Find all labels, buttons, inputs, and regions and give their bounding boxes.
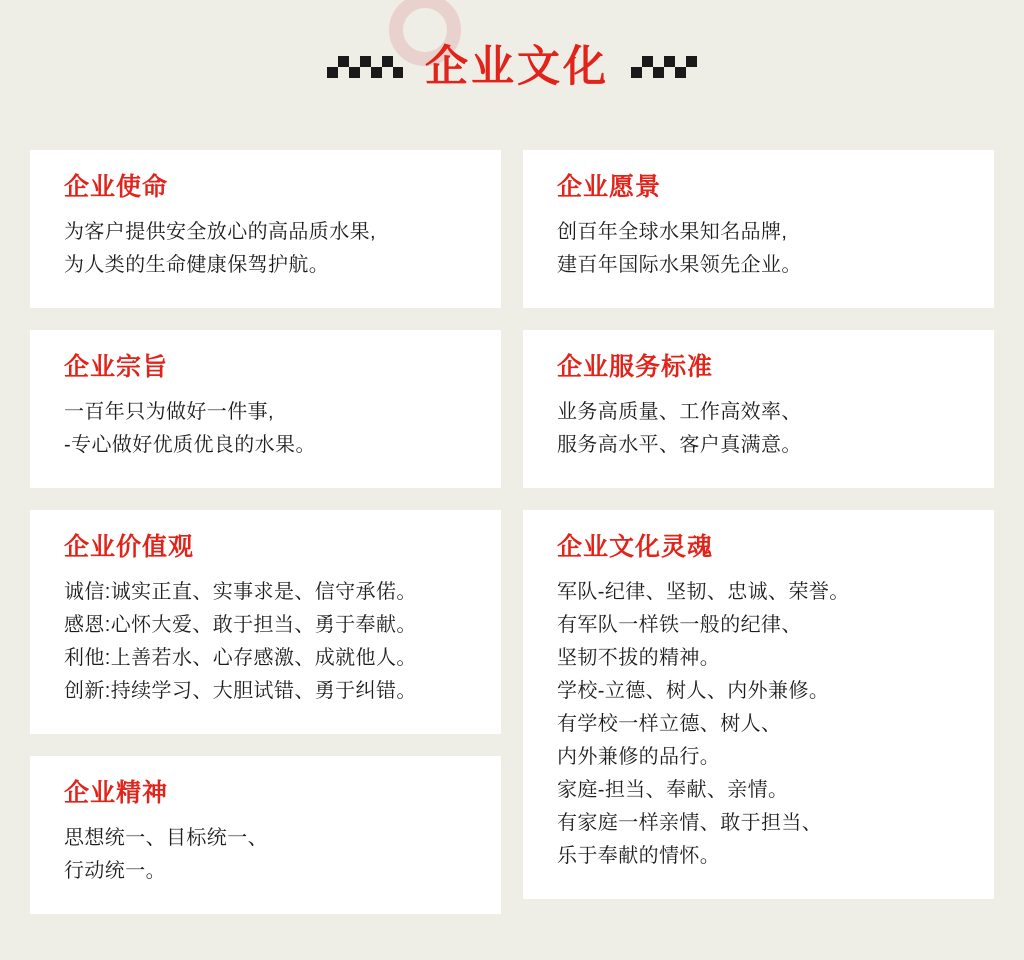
- right-column: [523, 150, 994, 899]
- card-title: 企业服务标准: [557, 353, 714, 381]
- body-line: 有家庭一样亲情、敢于担当、: [557, 812, 823, 834]
- card-purpose: [30, 330, 501, 488]
- body-line: 思想统一、目标统一、: [64, 827, 268, 849]
- body-line: 一百年只为做好一件事,: [64, 401, 274, 423]
- card-values: [30, 510, 501, 734]
- card-title: 企业价值观: [64, 533, 195, 561]
- body-line: 建百年国际水果领先企业。: [557, 254, 802, 276]
- body-line: -专心做好优质优良的水果。: [64, 434, 316, 456]
- card-body: [64, 396, 475, 462]
- card-mission: [30, 150, 501, 308]
- card-title: 企业使命: [64, 173, 169, 201]
- card-body: [64, 576, 475, 708]
- body-line: 内外兼修的品行。: [557, 746, 721, 768]
- body-line: 有军队一样铁一般的纪律、: [557, 614, 802, 636]
- checkerboard-left-icon: [327, 56, 403, 78]
- header-inner: [327, 42, 697, 91]
- card-body: [557, 576, 968, 873]
- body-line: 为人类的生命健康保驾护航。: [64, 254, 330, 276]
- card-title: 企业宗旨: [64, 353, 169, 381]
- body-line: 创新:持续学习、大胆试错、勇于纠错。: [64, 680, 417, 702]
- body-line: 利他:上善若水、心存感激、成就他人。: [64, 647, 417, 669]
- body-line: 坚韧不拔的精神。: [557, 647, 721, 669]
- card-vision: [523, 150, 994, 308]
- body-line: 诚信:诚实正直、实事求是、信守承偌。: [64, 581, 417, 603]
- body-line: 感恩:心怀大爱、敢于担当、勇于奉献。: [64, 614, 417, 636]
- body-line: 学校-立德、树人、内外兼修。: [557, 680, 830, 702]
- body-line: 有学校一样立德、树人、: [557, 713, 782, 735]
- body-line: 为客户提供安全放心的高品质水果,: [64, 221, 376, 243]
- body-line: 家庭-担当、奉献、亲情。: [557, 779, 789, 801]
- body-line: 业务高质量、工作高效率、: [557, 401, 802, 423]
- card-body: [557, 396, 968, 462]
- checkerboard-right-icon: [631, 56, 697, 78]
- card-title: 企业文化灵魂: [557, 533, 714, 561]
- body-line: 创百年全球水果知名品牌,: [557, 221, 788, 243]
- body-line: 服务高水平、客户真满意。: [557, 434, 802, 456]
- page-title: 企业文化: [425, 42, 609, 91]
- card-body: [64, 216, 475, 282]
- left-column: [30, 150, 501, 914]
- card-body: [557, 216, 968, 282]
- body-line: 行动统一。: [64, 860, 166, 882]
- card-title: 企业愿景: [557, 173, 662, 201]
- body-line: 军队-纪律、坚韧、忠诚、荣誉。: [557, 581, 850, 603]
- card-service-standard: [523, 330, 994, 488]
- body-line: 乐于奉献的情怀。: [557, 845, 721, 867]
- card-culture-soul: [523, 510, 994, 899]
- card-title: 企业精神: [64, 779, 169, 807]
- card-spirit: [30, 756, 501, 914]
- page-header: [0, 0, 1024, 150]
- card-body: [64, 822, 475, 888]
- cards-grid: [0, 150, 1024, 914]
